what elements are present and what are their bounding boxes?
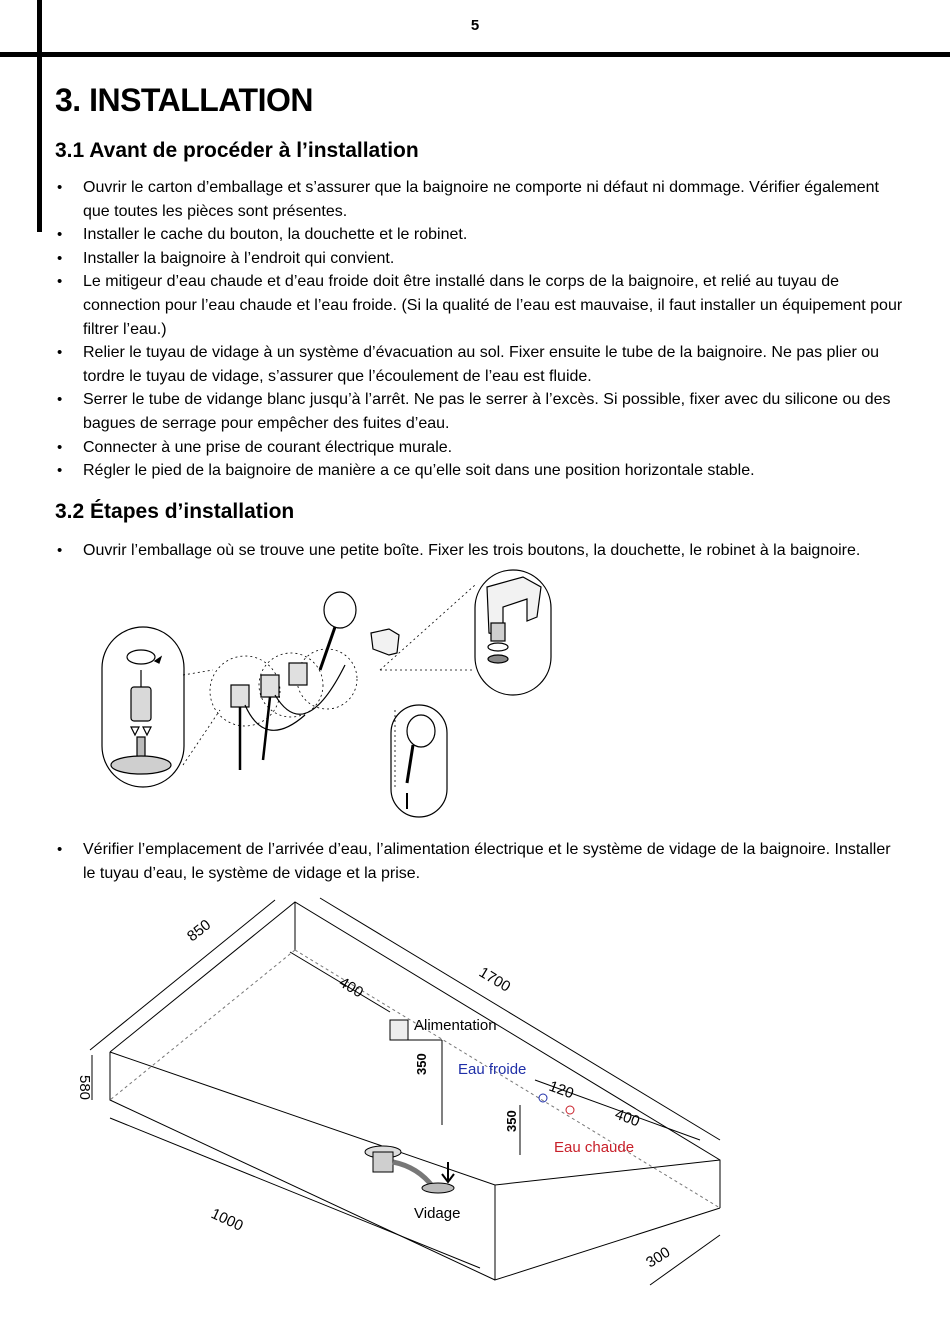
label-eau-froide: Eau froide [458,1061,527,1078]
label-alimentation: Alimentation [414,1017,497,1034]
dim-line-1000 [110,1118,480,1268]
dim-label-1000: 1000 [208,1205,246,1235]
list-item: • Ouvrir le carton d’emballage et s’assurer que la baignoire ne comporte ni défaut ni dommage. Vérifier également que toutes les pièces sont présentes. [55,176,905,223]
tub-front-bottom-edges [110,1052,495,1280]
header-rule [0,52,950,57]
bullet-list-install-steps-1 [55,539,905,563]
margin-vertical-rule [37,0,42,232]
list-item: • Vérifier l’emplacement de l’arrivée d’eau, l’alimentation électrique et le système de vidage de la baignoire. Installer le tuyau d’eau, le système de vidage et la prise. [55,838,905,885]
dim-label-350-b: 350 [504,1110,519,1132]
list-item: • Régler le pied de la baignoire de manière a ce qu’elle soit dans une position horizontale stable. [55,459,905,483]
list-item: • Ouvrir l’emballage où se trouve une petite boîte. Fixer les trois boutons, la douchette, le robinet à la baignoire. [55,539,905,563]
bullet-list-before-install [55,176,905,483]
accessories-assembly-figure [95,565,565,825]
bullet-list-install-steps-2 [55,838,905,885]
drain-icon [365,1146,454,1193]
dim-line-850 [90,900,275,1050]
label-vidage: Vidage [414,1205,461,1222]
list-item: • Installer le cache du bouton, la douchette et le robinet. [55,223,905,247]
section-heading-install-steps: 3.2 Étapes d’installation [55,500,295,523]
list-item: • Installer la baignoire à l’endroit qui convient. [55,247,905,271]
dim-label-1700: 1700 [475,963,514,996]
dim-line-1700 [320,898,720,1140]
dim-label-580: 580 [76,1075,93,1101]
hot-inlet-icon [566,1106,574,1114]
dim-label-400-top: 400 [335,973,367,1002]
dim-label-300: 300 [643,1243,674,1272]
list-item: • Relier le tuyau de vidage à un système d’évacuation au sol. Fixer ensuite le tube de la baignoire. Ne pas plier ou tordre le tuyau de vidage, s’assurer que l’écoulement de l’eau est fluide. [55,341,905,388]
dim-label-350-a: 350 [414,1053,429,1075]
page-title: 3. INSTALLATION [55,82,313,118]
dim-label-400-right: 400 [612,1105,642,1131]
bathtub-dimension-diagram [76,890,720,1290]
list-item: • Le mitigeur d’eau chaude et d’eau froide doit être installé dans le corps de la baignoire, et relié au tuyau de connection pour l’eau chaude et l’eau froide. (Si la qualité de l’eau est mauvaise, il faut installer un équipement pour filtrer l’eau.) [55,270,905,341]
power-outlet-icon [390,1020,408,1040]
list-item: • Connecter à une prise de courant électrique murale. [55,436,905,460]
label-eau-chaude: Eau chaude [554,1139,635,1156]
section-heading-before-install: 3.1 Avant de procéder à l’installation [55,139,419,162]
dim-label-120: 120 [546,1077,576,1103]
page-number: 5 [470,17,480,34]
list-item: • Serrer le tube de vidange blanc jusqu’à l’arrêt. Ne pas le serrer à l’excès. Si possible, fixer avec du silicone ou des bagues de serrage pour empêcher des fuites d’eau. [55,388,905,435]
dim-label-850: 850 [183,916,215,946]
